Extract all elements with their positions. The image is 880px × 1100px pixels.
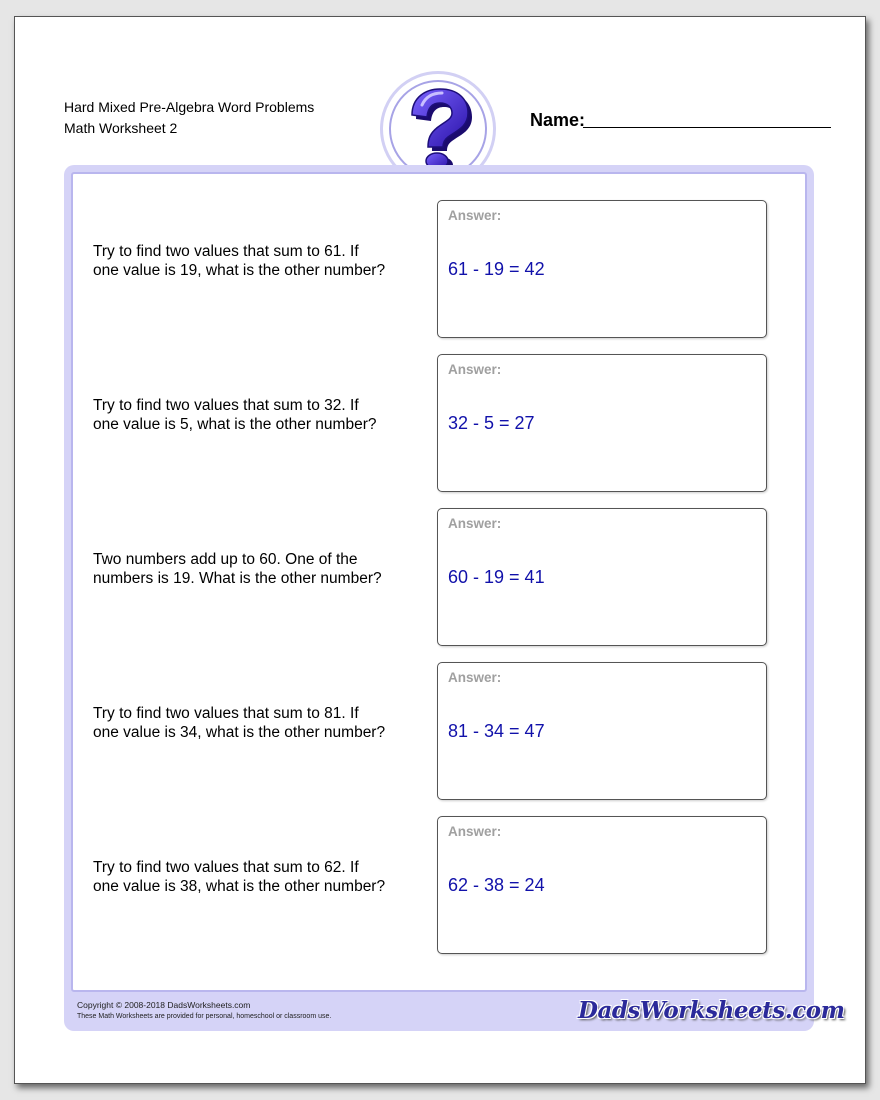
answer-value: 32 - 5 = 27 [448,413,535,433]
question-5-line-2: one value is 38, what is the other number? [93,878,386,895]
question-3 [93,550,413,588]
answer-label: Answer: [448,670,502,685]
question-5-line-1: Try to find two values that sum to 62. If [93,859,359,876]
answer-value: 61 - 19 = 42 [448,259,545,279]
problems-frame [64,165,845,1031]
answer-value: 60 - 19 = 41 [448,567,545,587]
answer-label: Answer: [448,516,502,531]
footer-note: These Math Worksheets are provided for personal, homeschool or classroom use. [77,1013,332,1020]
answer-label: Answer: [448,824,502,839]
answer-value: 81 - 34 = 47 [448,721,545,741]
question-3-line-2: numbers is 19. What is the other number? [93,570,382,587]
answer-label: Answer: [448,362,502,377]
answer-box-5[interactable] [437,816,767,954]
answer-box-4[interactable] [437,662,767,800]
answer-label: Answer: [448,208,502,223]
question-1-line-1: Try to find two values that sum to 61. If [93,243,359,260]
question-mark-icon [400,87,476,173]
brand-logo: DadsWorksheets.com [578,997,845,1024]
question-2-line-2: one value is 5, what is the other number? [93,416,377,433]
question-1 [93,242,413,280]
worksheet-title [64,97,314,139]
answer-value: 62 - 38 = 24 [448,875,545,895]
worksheet-page [14,16,866,1084]
question-3-line-1: Two numbers add up to 60. One of the [93,551,358,568]
question-5 [93,858,413,896]
problems-panel [71,172,807,992]
question-4-line-1: Try to find two values that sum to 81. If [93,705,359,722]
question-2-line-1: Try to find two values that sum to 32. If [93,397,359,414]
question-4 [93,704,413,742]
question-1-line-2: one value is 19, what is the other number? [93,262,386,279]
name-input-line[interactable] [583,127,831,128]
footer-copyright: Copyright © 2008-2018 DadsWorksheets.com [77,1000,251,1010]
name-label: Name: [530,110,586,130]
title-line-2: Math Worksheet 2 [64,120,178,136]
question-4-line-2: one value is 34, what is the other number? [93,724,386,741]
answer-box-2[interactable] [437,354,767,492]
answer-box-3[interactable] [437,508,767,646]
title-line-1: Hard Mixed Pre-Algebra Word Problems [64,99,315,115]
answer-box-1[interactable] [437,200,767,338]
question-2 [93,396,413,434]
